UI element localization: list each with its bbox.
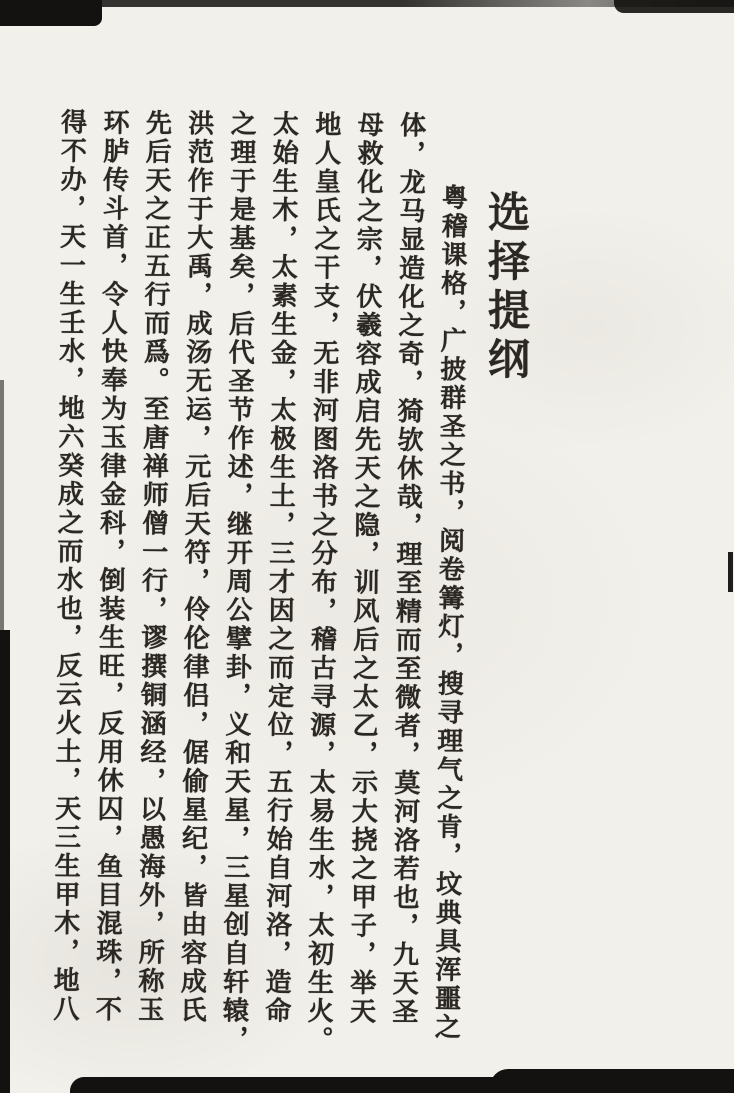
text-column-10: 得不办，天一生壬水，地六癸成之而水也，反云火土，天三生甲木，地八	[48, 108, 87, 1024]
text-column-9: 环胪传斗首，令人快奉为玉律金科，倒装生旺，反用休囚，鱼目混珠，不	[91, 108, 130, 1025]
scan-artifact-right-margin-mark	[728, 552, 733, 592]
text-column-7: 洪范作于大禹，成汤无运，元后天符，伶伦律侣，倨偷星纪，皆由容成氏	[175, 109, 214, 1025]
page-title: 选择提纲	[482, 190, 531, 386]
body-text	[42, 108, 475, 1090]
scan-artifact-top-right	[614, 0, 734, 13]
scan-artifact-left-edge	[0, 630, 10, 1093]
text-column-3: 母救化之宗，伏羲容成启先天之隐，训风后之太乙，示大挠之甲子，举天	[345, 110, 384, 1027]
text-column-2: 体，龙马显造化之奇，猗欤休哉，理至精而至微者，莫河洛若也，九天圣	[387, 111, 426, 1027]
text-column-1: 粤稽课格，广披群圣之书，阅卷篝灯，搜寻理气之肯，坟典具浑噩之	[430, 183, 468, 1042]
text-column-8: 先后天之正五行而爲。至唐禅师僧一行，谬撰铜涵经，以愚海外，所称玉	[133, 108, 172, 1025]
scan-artifact-bottom-right	[490, 1069, 734, 1093]
scan-artifact-left-edge-faint	[0, 380, 4, 640]
text-column-6: 之理于是基矣，后代圣节作述，继开周公擘卦，义和天星，三星创自轩辕，	[218, 109, 257, 1054]
text-column-4: 地人皇氏之干支，无非河图洛书之分布，稽古寻源，太易生水，太初生火。	[302, 110, 342, 1055]
text-column-5: 太始生木，太素生金，太极生土，三才因之而定位，五行始自河洛，造命	[260, 110, 299, 1026]
